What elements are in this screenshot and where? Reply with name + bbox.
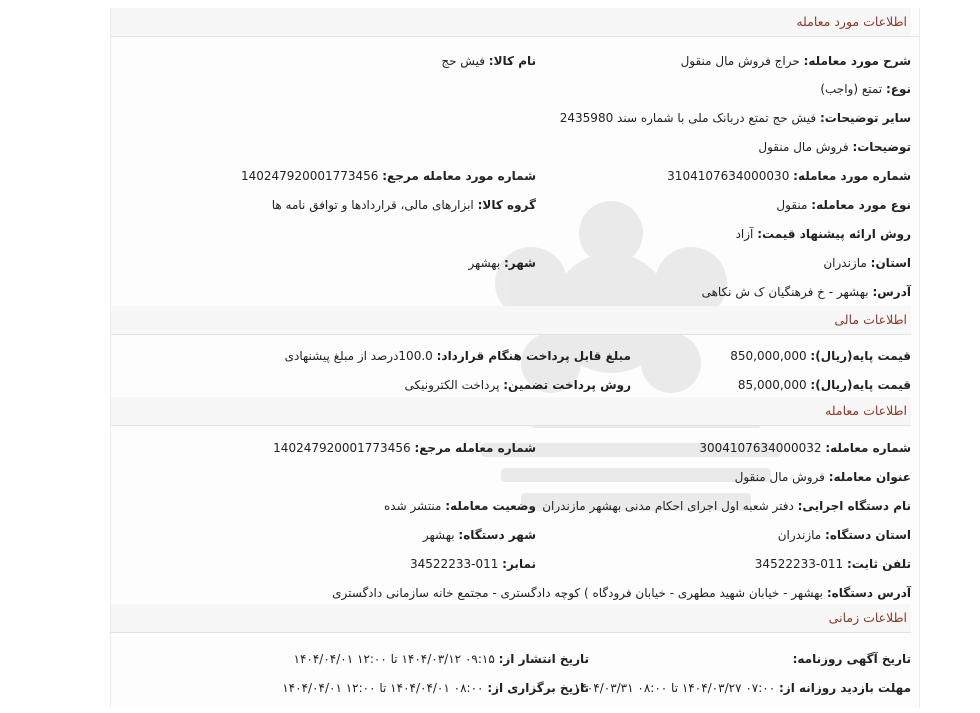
deal-kind bbox=[776, 197, 911, 213]
transaction-number bbox=[699, 440, 911, 456]
province-value: مازندران bbox=[823, 256, 867, 270]
transaction-ref-label: شماره معامله مرجع: bbox=[414, 441, 536, 455]
notes bbox=[758, 139, 911, 155]
newspaper-date bbox=[793, 651, 911, 667]
newspaper-label: تاریخ آگهی روزنامه: bbox=[792, 652, 911, 666]
payable-label: مبلغ قابل پرداخت هنگام قرارداد: bbox=[436, 349, 631, 363]
device-province-value: مازندران bbox=[777, 528, 822, 542]
device-city-label: شهر دستگاه: bbox=[458, 528, 536, 542]
deal-description-label: شرح مورد معامله: bbox=[803, 54, 911, 68]
device-province-label: استان دستگاه: bbox=[825, 528, 911, 542]
guarantee-method bbox=[405, 377, 631, 393]
payable-value: 100.0درصد از مبلغ پیشنهادی bbox=[284, 349, 433, 363]
fax-label: نمابر: bbox=[502, 557, 536, 571]
other-description-label: سایر توضیحات: bbox=[820, 111, 911, 125]
held-value: ۰۸:۰۰ ۱۴۰۴/۰۴/۰۱ تا ۱۲:۰۰ ۱۴۰۴/۰۴/۰۱ bbox=[282, 681, 484, 695]
executor-value: دفتر شعبه اول اجرای احکام مدنی بهشهر مازندران bbox=[542, 499, 794, 513]
transaction-status bbox=[384, 498, 536, 514]
transaction-number-value: 3004107634000032 bbox=[699, 441, 822, 455]
guarantee-label: روش پرداخت تضمین: bbox=[503, 378, 631, 392]
publish-label: تاریخ انتشار از: bbox=[498, 652, 589, 666]
goods-group bbox=[272, 197, 536, 213]
phone bbox=[755, 556, 911, 572]
base-price-2-label: قیمت پایه(ریال): bbox=[810, 378, 911, 392]
phone-value: 011-34522233 bbox=[754, 557, 844, 571]
publish-value: ۰۹:۱۵ ۱۴۰۴/۰۳/۱۲ تا ۱۲:۰۰ ۱۴۰۴/۰۴/۰۱ bbox=[293, 652, 495, 666]
goods-group-label: گروه کالا: bbox=[477, 198, 536, 212]
section-header-transaction: اطلاعات معامله bbox=[111, 397, 911, 426]
city bbox=[468, 255, 536, 271]
base-price-1-value: 850,000,000 bbox=[730, 349, 807, 363]
payable-at-contract bbox=[285, 348, 631, 364]
visit-value: ۰۷:۰۰ ۱۴۰۴/۰۳/۲۷ تا ۰۸:۰۰ ۱۴۰۴/۰۳/۳۱ bbox=[573, 681, 776, 695]
address bbox=[702, 284, 911, 300]
goods-group-value: ابزارهای مالی، قراردادها و توافق نامه ها bbox=[271, 198, 474, 212]
deal-description-value: حراج فروش مال منقول bbox=[680, 54, 800, 68]
transaction-title bbox=[735, 469, 911, 485]
province bbox=[823, 255, 911, 271]
goods-name-label: نام کالا: bbox=[488, 54, 536, 68]
city-label: شهر: bbox=[504, 256, 536, 270]
deal-kind-value: منقول bbox=[776, 198, 808, 212]
deal-type bbox=[820, 81, 911, 97]
section-header-financial: اطلاعات مالی bbox=[111, 306, 911, 335]
deal-ref-number bbox=[241, 168, 536, 184]
transaction-title-value: فروش مال منقول bbox=[734, 470, 825, 484]
other-description-value: فیش حج تمتع دربانک ملی با شماره سند 2435980 bbox=[559, 111, 817, 125]
device-address-label: آدرس دستگاه: bbox=[826, 586, 911, 600]
status-value: منتشر شده bbox=[383, 499, 442, 513]
held-date bbox=[282, 680, 589, 696]
executor-label: نام دستگاه اجرایی: bbox=[797, 499, 911, 513]
transaction-title-label: عنوان معامله: bbox=[828, 470, 911, 484]
transaction-ref-value: 140247920001773456 bbox=[273, 441, 411, 455]
base-price-2-value: 85,000,000 bbox=[737, 378, 807, 392]
divider bbox=[111, 36, 919, 37]
base-price-1-label: قیمت پایه(ریال): bbox=[810, 349, 911, 363]
device-city-value: بهشهر bbox=[422, 528, 455, 542]
held-label: تاریخ برگزاری از: bbox=[487, 681, 589, 695]
deal-info-panel bbox=[110, 8, 920, 708]
deal-type-label: نوع: bbox=[885, 82, 911, 96]
offer-method bbox=[736, 226, 911, 242]
goods-name-value: فیش حج bbox=[441, 54, 485, 68]
deal-number-value: 3104107634000030 bbox=[667, 169, 790, 183]
deal-number bbox=[667, 168, 911, 184]
offer-method-value: آزاد bbox=[735, 227, 754, 241]
fax bbox=[410, 556, 536, 572]
transaction-number-label: شماره معامله: bbox=[825, 441, 911, 455]
base-price-2 bbox=[738, 377, 911, 393]
notes-label: توضیحات: bbox=[852, 140, 911, 154]
device-province bbox=[778, 527, 911, 543]
section-header-deal-info: اطلاعات مورد معامله bbox=[111, 8, 911, 37]
address-value: بهشهر - خ فرهنگیان ک ش نکاهی bbox=[701, 285, 869, 299]
guarantee-value: پرداخت الکترونیکی bbox=[404, 378, 500, 392]
visit-deadline bbox=[574, 680, 911, 696]
visit-label: مهلت بازدید روزانه از: bbox=[779, 681, 911, 695]
other-description bbox=[560, 110, 911, 126]
device-address bbox=[332, 585, 911, 601]
device-address-value: بهشهر - خیابان شهید مطهری - خیابان فرودگاه ) کوچه دادگستری - مجتمع خانه سازمانی دادگستری bbox=[332, 586, 824, 600]
executor bbox=[542, 498, 911, 514]
fax-value: 011-34522233 bbox=[410, 557, 499, 571]
deal-ref-number-label: شماره مورد معامله مرجع: bbox=[382, 169, 536, 183]
deal-type-value: تمتع (واجب) bbox=[820, 82, 883, 96]
deal-ref-number-value: 140247920001773456 bbox=[240, 169, 379, 183]
transaction-ref-number bbox=[273, 440, 536, 456]
notes-value: فروش مال منقول bbox=[758, 140, 849, 154]
address-label: آدرس: bbox=[872, 285, 911, 299]
base-price-1 bbox=[730, 348, 911, 364]
phone-label: تلفن ثابت: bbox=[846, 557, 911, 571]
city-value: بهشهر bbox=[468, 256, 501, 270]
device-city bbox=[423, 527, 536, 543]
goods-name bbox=[441, 53, 536, 69]
status-label: وضعیت معامله: bbox=[445, 499, 536, 513]
offer-method-label: روش ارائه پیشنهاد قیمت: bbox=[757, 227, 911, 241]
deal-number-label: شماره مورد معامله: bbox=[793, 169, 911, 183]
province-label: استان: bbox=[870, 256, 911, 270]
publish-date bbox=[294, 651, 589, 667]
deal-kind-label: نوع مورد معامله: bbox=[811, 198, 911, 212]
deal-description bbox=[681, 53, 911, 69]
section-header-timing: اطلاعات زمانی bbox=[111, 604, 911, 633]
